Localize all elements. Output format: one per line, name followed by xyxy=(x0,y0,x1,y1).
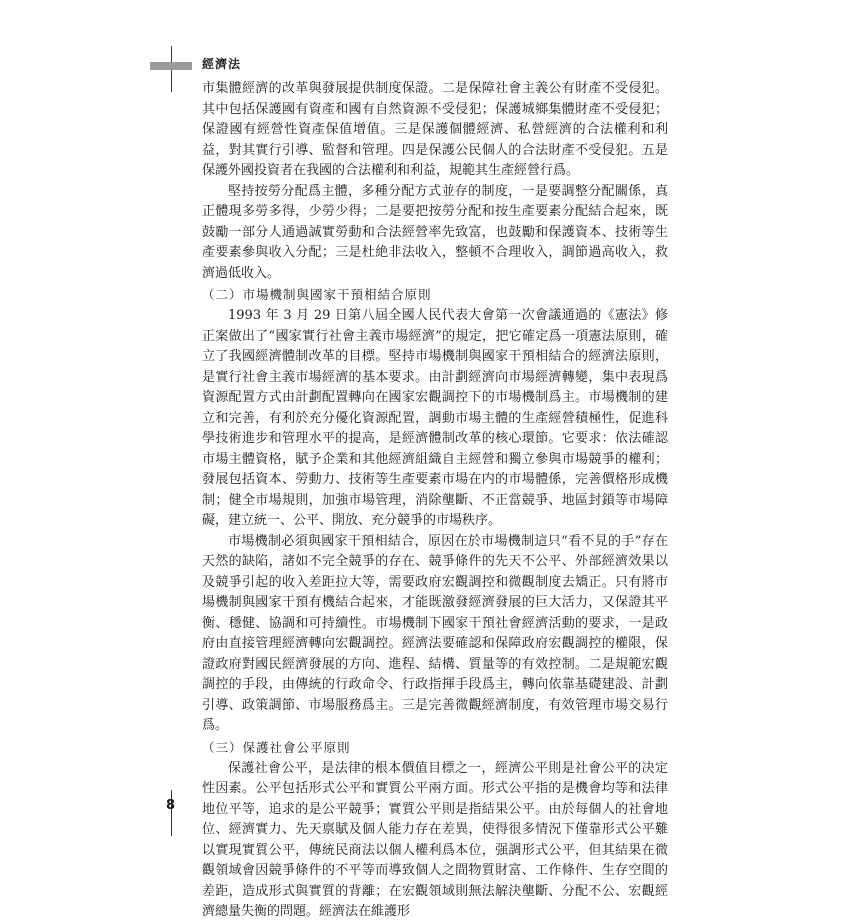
paragraph-3: 1993 年 3 月 29 日第八屆全國人民代表大會第一次會議通過的《憲法》修正案做出了“國家實行社會主義市場經濟”的規定，把它確定爲一項憲法原則，確立了我國經濟體制改革的目標。堅持市場機制與國家干預相結合的經濟法原則，是實行社會主義市場經濟的基本要求。由計劃經濟向市場經濟轉變，集中表現爲資源配置方式由計劃配置轉向在國家宏觀調控下的市場機制爲主。市場機制的建立和完善，有利於充分優化資源配置，調動市場主體的生產經營積極性，促進科學技術進步和管理水平的提高，是經濟體制改革的核心環節。它要求：依法確認市場主體資格，賦予企業和其他經濟組織自主經營和獨立參與市場競爭的權利；發展包括資本、勞動力、技術等生產要素市場在内的市場體係，完善價格形成機制；健全市場規則，加強市場管理，消除壟斷、不正當競爭、地區封鎖等市場障礙，建立統一、公平、開放、充分競爭的市場秩序。 xyxy=(202,308,668,528)
paragraph-2: 堅持按勞分配爲主體，多種分配方式並存的制度，一是要調整分配關係，真正體現多勞多得，少勞少得；二是要把按勞分配和按生產要素分配結合起來，既鼓勵一部分人通過誠實勞動和合法經營率先致富，也鼓勵和保護資本、技術等生產要素參與收入分配；三是杜絶非法收入，整頓不合理收入，調節過高收入，救濟過低收入。 xyxy=(202,183,668,281)
section-heading-3: （三）保護社會公平原則 xyxy=(202,739,351,755)
section-heading-2: （二）市場機制與國家干預相結合原則 xyxy=(202,287,432,302)
paragraph-1: 市集體經濟的改革與發展提供制度保證。二是保障社會主義公有財產不受侵犯。其中包括保護國有資產和國有自然資源不受侵犯；保護城鄉集體財產不受侵犯；保證國有經營性資產保值增值。三是保護個體經濟、私營經濟的合法權利和利益，對其實行引導、監督和管理。四是保護公民個人的合法財產不受侵犯。五是保護外國投資者在我國的合法權利和利益，規範其生產經營行爲。 xyxy=(202,81,668,178)
paragraph-4: 市場機制必須與國家干預相結合，原因在於市場機制這只“看不見的手”存在天然的缺陷，諸如不完全競爭的存在、競爭條件的先天不公平、外部經濟效果以及競爭引起的收入差距拉大等，需要政府宏觀調控和微觀制度去矯正。只有將市場機制與國家干預有機結合起來，才能既激發經濟發展的巨大活力，又保證其平衡、穩健、協調和可持續性。市場機制下國家干預社會經濟活動的要求，一是政府由直接管理經濟轉向宏觀調控。經濟法要確認和保障政府宏觀調控的權限，保證政府對國民經濟發展的方向、進程、結構、質量等的有效控制。二是規範宏觀調控的手段，由傳統的行政命令、行政指揮手段爲主，轉向依靠基礎建設、計劃引導、政策調節、市場服務爲主。三是完善微觀經濟制度，有效管理市場交易行爲。 xyxy=(202,533,668,733)
page-body xyxy=(202,79,668,923)
header-bar xyxy=(150,62,192,70)
page-number: 8 xyxy=(166,798,176,813)
paragraph-5: 保護社會公平，是法律的根本價值目標之一，經濟公平則是社會公平的决定性因素。公平包括形式公平和實質公平兩方面。形式公平指的是機會均等和法律地位平等，追求的是公平競爭；實質公平則是指結果公平。由於每個人的社會地位、經濟實力、先天禀賦及個人能力存在差異，使得很多情況下僅靠形式公平難以實現實質公平，傳統民商法以個人權利爲本位，强調形式公平，但其結果在微觀領域會因競爭條件的不平等而導致個人之間物質財富、工作條件、生存空間的差距，造成形式與實質的背離；在宏觀領域則無法解決壟斷、分配不公、宏觀經濟總量失衡的問題。經濟法在維護形 xyxy=(202,760,668,919)
running-header-title: 經濟法 xyxy=(202,57,242,71)
margin-rule-bottom xyxy=(171,790,172,836)
